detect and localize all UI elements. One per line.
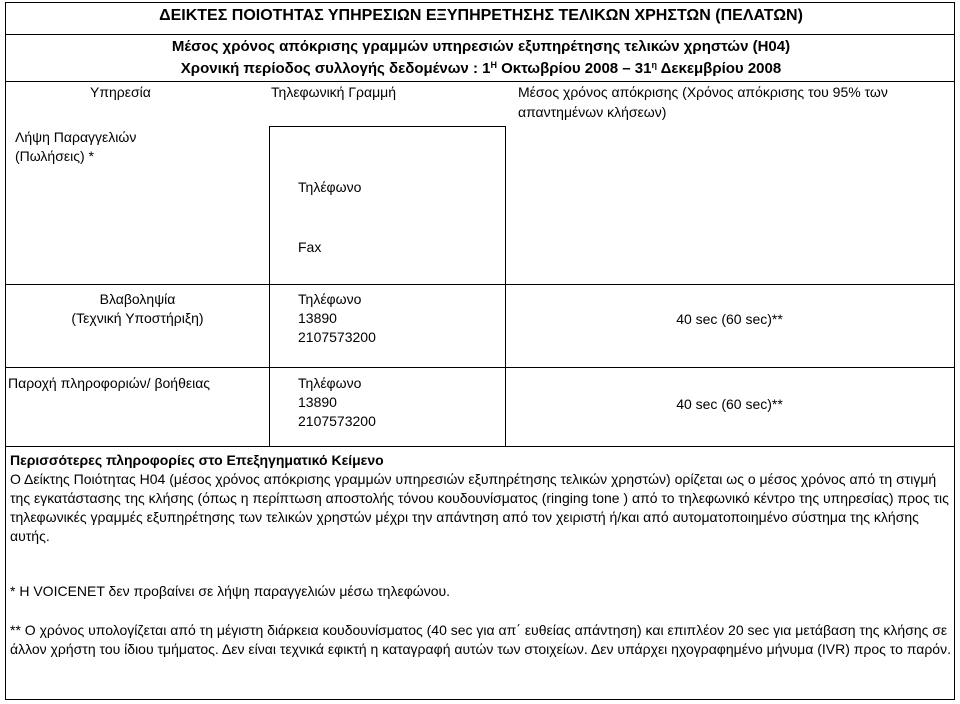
notes-body: Ο Δείκτης Ποιότητας H04 (μέσος χρόνος απόκρισης γραμμών υπηρεσιών εξυπηρέτησης τελικών χρηστών) ορίζεται ως ο μέσος χρόνος από τη στιγμή της εγκατάστασης της κλήσης (όπως η περίπτωση αποστολής τόνου κουδουνίσματος (ringing tone ) από το τηλεφωνικό κέντρο της υπηρεσίας) προς τις τηλεφωνικές γραμμές εξυπηρέτησης των τελικών χρηστών μέχρι την απάντηση από τον χειριστή ή/και από αυτοματοποιημένο σύστημα της κλήσης αυτής. (10, 471, 949, 544)
support-phone-1: 13890 (298, 310, 337, 326)
info-response-time: 40 sec (60 sec)** (676, 396, 783, 412)
support-phone-label: Τηλέφωνο (298, 291, 362, 307)
notes-heading: Περισσότερες πληροφορίες στο Επεξηγηματικό Κείμενο (10, 452, 384, 468)
support-service-line1: Βλαβοληψία (99, 291, 176, 307)
sales-fax-label: Fax (298, 239, 322, 255)
support-service-line2: (Τεχνική Υποστήριξη) (71, 310, 204, 326)
info-service: Παροχή πληροφοριών/ βοήθειας (8, 375, 211, 391)
period-line (6, 59, 956, 79)
sales-service-line2: (Πωλήσεις) * (15, 148, 94, 164)
period-mid: Οκτωβρίου 2008 – 31 (496, 60, 652, 77)
footnote-response-time: ** Ο χρόνος υπολογίζεται από τη μέγιστη διάρκεια κουδουνίσματος (40 sec για απ΄ ευθείας απάντηση) και επιπλέον 20 sec για μετάβαση της κλήσης σε άλλον χρήστη του ίδιου τμήματος. Δεν είναι τεχνικά εφικτή η καταγραφή αυτών των στοιχείων. Δεν υπάρχει ηχογραφημένο μήνυμα (IVR) προς το παρόν. (10, 622, 951, 657)
period-sup-2: η (651, 60, 657, 70)
header-service: Υπηρεσία (90, 84, 151, 100)
header-line: Τηλεφωνική Γραμμή (271, 84, 397, 100)
main-title: ΔΕΙΚΤΕΣ ΠΟΙΟΤΗΤΑΣ ΥΠΗΡΕΣΙΩΝ ΕΞΥΠΗΡΕΤΗΣΗΣ ΤΕΛΙΚΩΝ ΧΡΗΣΤΩΝ (ΠΕΛΑΤΩΝ) (159, 7, 803, 24)
phone-row-divider (269, 126, 505, 127)
column-divider-1 (269, 126, 270, 446)
period-sup-1: Η (490, 60, 497, 70)
notes-section (10, 451, 952, 659)
subtitle: Μέσος χρόνος απόκρισης γραμμών υπηρεσιών εξυπηρέτησης τελικών χρηστών (H04) (171, 38, 791, 55)
document-frame (5, 2, 955, 700)
title-divider (6, 34, 954, 35)
info-phone-label: Τηλέφωνο (298, 375, 362, 391)
period-prefix: Χρονική περίοδος συλλογής δεδομένων : 1 (180, 60, 491, 77)
row-divider-2 (6, 367, 954, 368)
sales-service-line1: Λήψη Παραγγελιών (15, 129, 137, 145)
table-bottom-border (6, 446, 954, 447)
support-response-time: 40 sec (60 sec)** (676, 311, 783, 327)
row-divider-1 (6, 284, 954, 285)
info-phone-2: 2107573200 (298, 413, 376, 429)
sales-phone-label: Τηλέφωνο (298, 179, 362, 195)
table-top-border (6, 81, 954, 82)
header-time-line2: απαντημένων κλήσεων) (518, 104, 667, 120)
info-phone-1: 13890 (298, 394, 337, 410)
footnote-sales: * Η VOICENET δεν προβαίνει σε λήψη παραγγελιών μέσω τηλεφώνου. (10, 583, 451, 599)
period-suffix: Δεκεμβρίου 2008 (657, 60, 782, 77)
header-time-line1: Μέσος χρόνος απόκρισης (Χρόνος απόκρισης του 95% των (518, 84, 888, 100)
support-phone-2: 2107573200 (298, 329, 376, 345)
